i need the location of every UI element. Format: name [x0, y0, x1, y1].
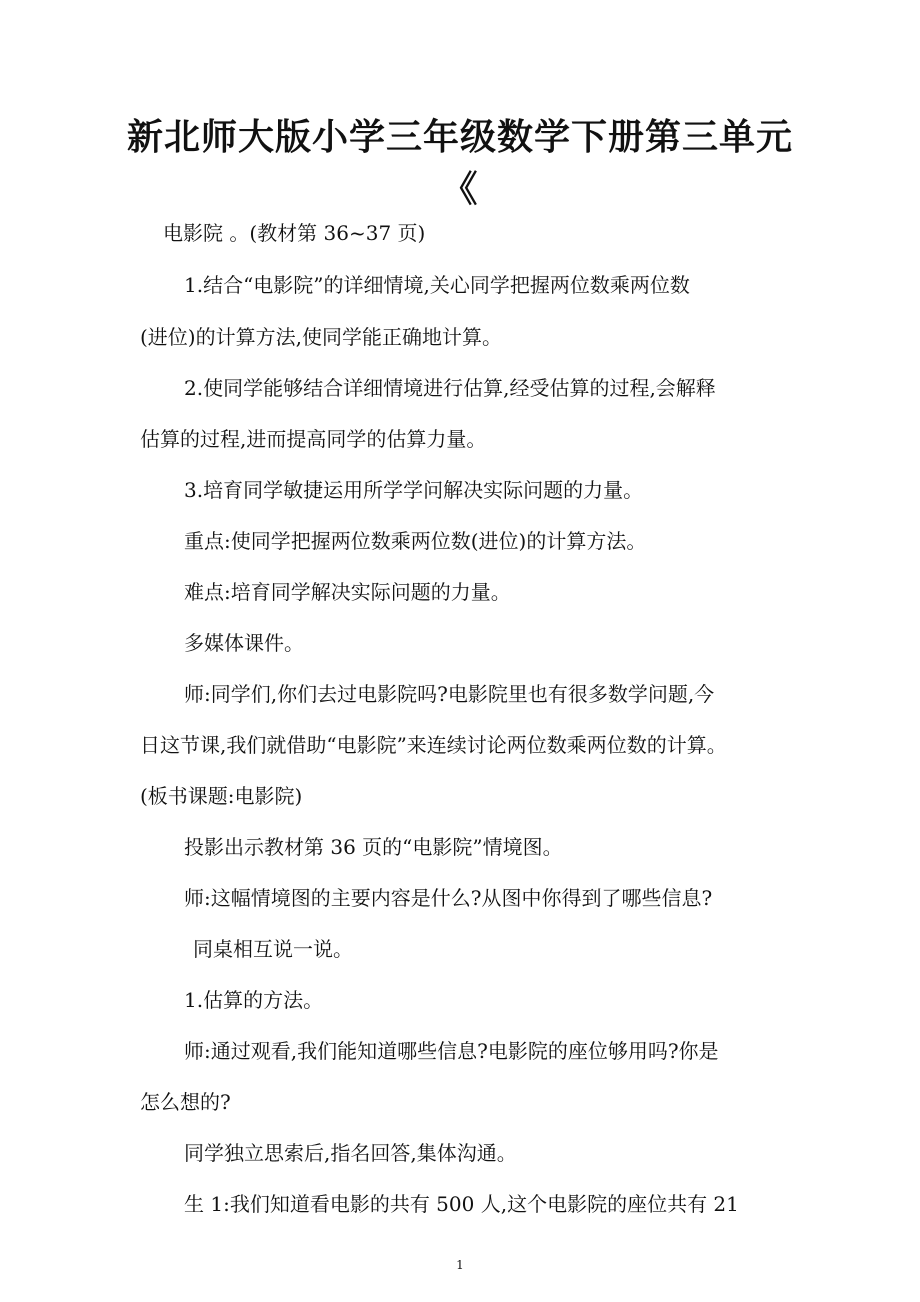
document-title: 新北师大版小学三年级数学下册第三单元 — [126, 117, 793, 158]
text-line: 师:通过观看,我们能知道哪些信息?电影院的座位够用吗?你是 — [184, 1039, 719, 1063]
text-line: 怎么想的? — [140, 1090, 231, 1114]
text-line: 重点:使同学把握两位数乘两位数(进位)的计算方法。 — [184, 529, 647, 553]
text-line: 多媒体课件。 — [184, 631, 304, 655]
text-line: 同学独立思索后,指名回答,集体沟通。 — [184, 1141, 517, 1165]
text-line: (进位)的计算方法,使同学能正确地计算。 — [140, 325, 502, 349]
text-line: 3.培育同学敏捷运用所学学问解决实际问题的力量。 — [184, 478, 644, 502]
text-line: 师:这幅情境图的主要内容是什么?从图中你得到了哪些信息? — [184, 886, 713, 910]
text-line: (板书课题:电影院) — [140, 784, 303, 808]
page-number: 1 — [456, 1258, 464, 1272]
text-line: 同桌相互说一说。 — [193, 937, 353, 961]
text-line: 日这节课,我们就借助“电影院”来连续讨论两位数乘两位数的计算。 — [140, 733, 727, 757]
text-line: 电影院 。(教材第 36~37 页) — [163, 221, 426, 245]
text-line: 生 1:我们知道看电影的共有 500 人,这个电影院的座位共有 21 — [184, 1192, 739, 1216]
text-line: 估算的过程,进而提高同学的估算力量。 — [140, 427, 487, 451]
document-title-continuation: 《 — [441, 169, 479, 210]
text-line: 1.估算的方法。 — [184, 988, 324, 1012]
text-line: 难点:培育同学解决实际问题的力量。 — [184, 580, 511, 604]
text-line: 投影出示教材第 36 页的“电影院”情境图。 — [184, 835, 563, 859]
text-line: 2.使同学能够结合详细情境进行估算,经受估算的过程,会解释 — [184, 376, 716, 400]
text-line: 师:同学们,你们去过电影院吗?电影院里也有很多数学问题,今 — [184, 682, 715, 706]
text-line: 1.结合“电影院”的详细情境,关心同学把握两位数乘两位数 — [184, 273, 690, 297]
